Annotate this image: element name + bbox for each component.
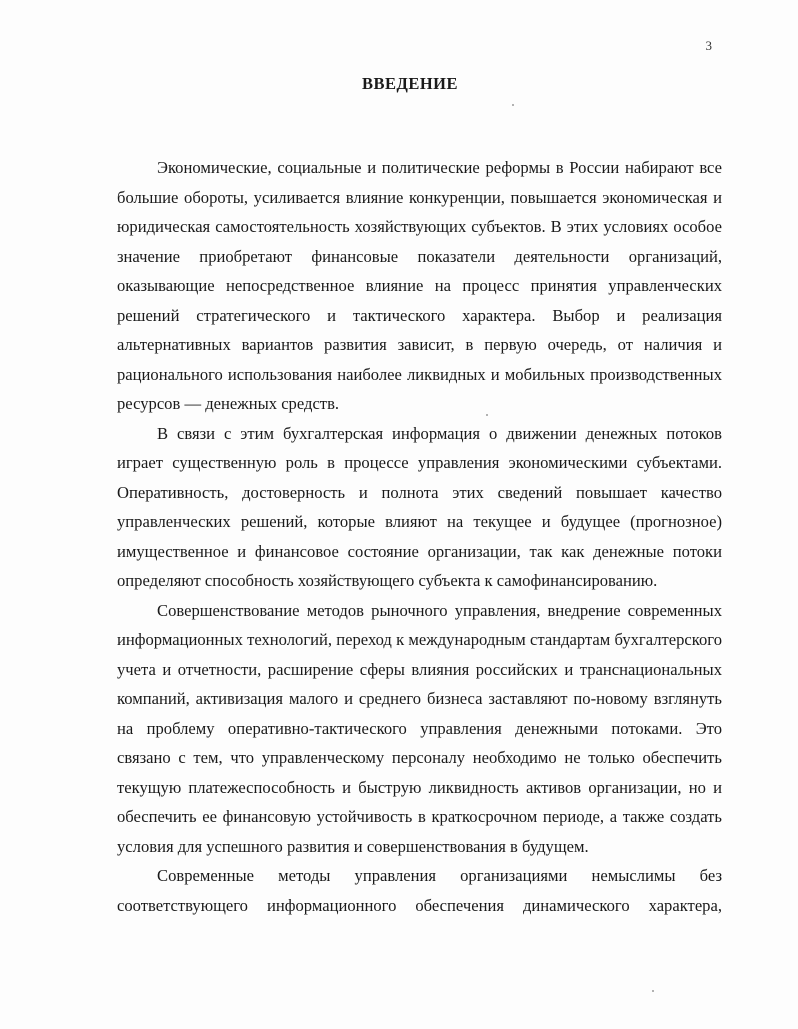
page-title: ВВЕДЕНИЕ <box>361 74 459 93</box>
paragraph-4: Современные методы управления организациями немыслимы без соответствующего информационного обеспечения динамического характера, <box>117 866 722 915</box>
paragraph-3: Совершенствование методов рыночного управления, внедрение современных информационных технологий, переход к международным стандартам бухгалтерского учета и отчетности, расширение сферы влияния российских и транснациональных компаний, активизация малого и среднего бизнеса заставляют по-новому взглянуть на проблему оперативно-тактического управления денежными потоками. Это связано с тем, что управленческому персоналу необходимо не только обеспечить текущую платежеспособность и быструю ликвидность активов организации, но и обеспечить ее финансовую устойчивость в краткосрочном периоде, а также создать условия для успешного развития и совершенствования в будущем. <box>117 600 722 856</box>
body-text <box>117 153 722 920</box>
scan-speck <box>512 104 514 106</box>
scan-speck <box>486 414 488 416</box>
paragraph-2: В связи с этим бухгалтерская информация о движении денежных потоков играет существенную роль в процессе управления экономическими субъектами. Оперативность, достоверность и полнота этих сведений повышает качество управленческих решений, которые влияют на текущее и будущее (прогнозное) имущественное и финансовое состояние организации, так как денежные потоки определяют способность хозяйствующего субъекта к самофинансированию. <box>117 423 722 590</box>
scan-speck <box>652 990 654 992</box>
page-number: 3 <box>705 38 712 53</box>
paragraph-1: Экономические, социальные и политические реформы в России набирают все большие обороты, усиливается влияние конкуренции, повышается экономическая и юридическая самостоятельность хозяйствующих субъектов. В этих условиях особое значение приобретают финансовые показатели деятельности организаций, оказывающие непосредственное влияние на процесс принятия управленческих решений стратегического и тактического характера. Выбор и реализация альтернативных вариантов развития зависит, в первую очередь, от наличия и рационального использования наиболее ликвидных и мобильных производственных ресурсов — денежных средств. <box>117 158 722 413</box>
